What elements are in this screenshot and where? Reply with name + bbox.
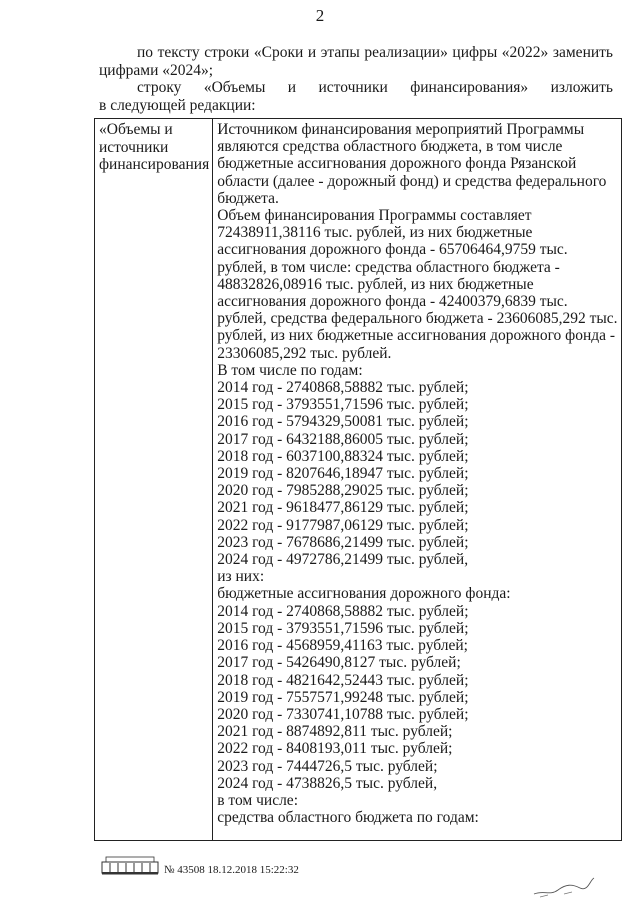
year-total-line: 2022 год - 9177987,06129 тыс. рублей; [217,516,469,534]
by-years-heading: В том числе по годам: [217,361,363,379]
paragraph-2-line: рублей, в том числе: средства областного бюджета - [217,258,560,276]
intro-line-4: в следующей редакции: [99,96,256,114]
year-road-fund-line: 2020 год - 7330741,10788 тыс. рублей; [217,705,469,723]
including-label: в том числе: [217,791,298,809]
intro-line-2: цифрами «2024»; [99,61,214,79]
intro-line-1: по тексту строки «Сроки и этапы реализации» цифры «2022» заменить [137,44,613,61]
year-total-line: 2015 год - 3793551,71596 тыс. рублей; [217,396,469,414]
government-building-stamp-icon [100,853,160,875]
paragraph-1-line: бюджета. [217,189,279,207]
row-label-cell [95,119,213,841]
paragraph-1-line: бюджетные ассигнования дорожного фонда Рязанской [217,155,577,173]
year-road-fund-line: 2023 год - 7444726,5 тыс. рублей; [217,757,438,775]
paragraph-1-line: являются средства областного бюджета, в том числе [217,138,563,156]
road-fund-heading: бюджетные ассигнования дорожного фонда: [217,585,511,603]
year-road-fund-line: 2022 год - 8408193,011 тыс. рублей; [217,740,453,758]
regional-budget-heading: средства областного бюджета по годам: [217,809,479,827]
intro-word: строку [137,79,182,96]
year-total-line: 2014 год - 2740868,58882 тыс. рублей; [217,379,469,397]
year-total-line: 2016 год - 5794329,50081 тыс. рублей; [217,413,469,431]
intro-word: «Объемы [203,79,266,96]
paragraph-2-line: рублей, из них бюджетные ассигнования дорожного фонда - [217,327,616,345]
year-total-line: 2021 год - 9618477,86129 тыс. рублей; [217,499,469,517]
year-total-line: 2017 год - 6432188,86005 тыс. рублей; [217,430,469,448]
row-label-line: финансирования [99,156,210,173]
intro-text [99,44,613,114]
row-label-line: «Объемы и [99,121,173,138]
year-total-line: 2024 год - 4972786,21499 тыс. рублей, [217,551,469,569]
year-total-line: 2018 год - 6037100,88324 тыс. рублей; [217,447,469,465]
funding-table [94,118,622,841]
paragraph-2-line: Объем финансирования Программы составляет [217,207,532,225]
footer [100,853,340,881]
intro-line-3 [99,79,613,97]
year-road-fund-line: 2019 год - 7557571,99248 тыс. рублей; [217,688,469,706]
year-road-fund-line: 2024 год - 4738826,5 тыс. рублей, [217,774,438,792]
paragraph-2-line: ассигнования дорожного фонда - 42400379,6839 тыс. [217,293,568,311]
paragraph-1-line: Источником финансирования мероприятий Программы [217,121,585,138]
intro-word: и [287,79,297,96]
year-road-fund-line: 2018 год - 4821642,52443 тыс. рублей; [217,671,469,689]
year-road-fund-line: 2016 год - 4568959,41163 тыс. рублей; [217,637,468,655]
intro-word: изложить [550,79,613,96]
paragraph-2-line: ассигнования дорожного фонда - 65706464,9759 тыс. [217,241,568,259]
paragraph-2-line: 48832826,08916 тыс. рублей, из них бюджетные [217,275,534,293]
year-road-fund-line: 2017 год - 5426490,8127 тыс. рублей; [217,654,461,672]
intro-word: финансирования» [410,79,529,96]
intro-word: источники [318,79,388,96]
paragraph-1-line: области (далее - дорожный фонд) и средства федерального [217,172,607,190]
paragraph-2-line: 72438911,38116 тыс. рублей, из них бюджетные [217,224,533,242]
year-road-fund-line: 2021 год - 8874892,811 тыс. рублей; [217,723,453,741]
year-total-line: 2019 год - 8207646,18947 тыс. рублей; [217,465,469,483]
table-row [95,119,622,841]
registration-number: № 43508 18.12.2018 15:22:32 [164,864,299,876]
year-road-fund-line: 2015 год - 3793551,71596 тыс. рублей; [217,619,469,637]
year-road-fund-line: 2014 год - 2740868,58882 тыс. рублей; [217,602,469,620]
row-content-cell [213,119,621,841]
paragraph-2-line: 23306085,292 тыс. рублей. [217,344,392,362]
of-them-label: из них: [217,568,265,586]
row-label-line: источники [99,138,169,156]
year-total-line: 2023 год - 7678686,21499 тыс. рублей; [217,533,469,551]
page-number: 2 [315,6,325,25]
year-total-line: 2020 год - 7985288,29025 тыс. рублей; [217,482,469,500]
paragraph-2-line: рублей, средства федерального бюджета - 23606085,292 тыс. [217,310,618,328]
handwritten-mark-icon [528,870,598,900]
